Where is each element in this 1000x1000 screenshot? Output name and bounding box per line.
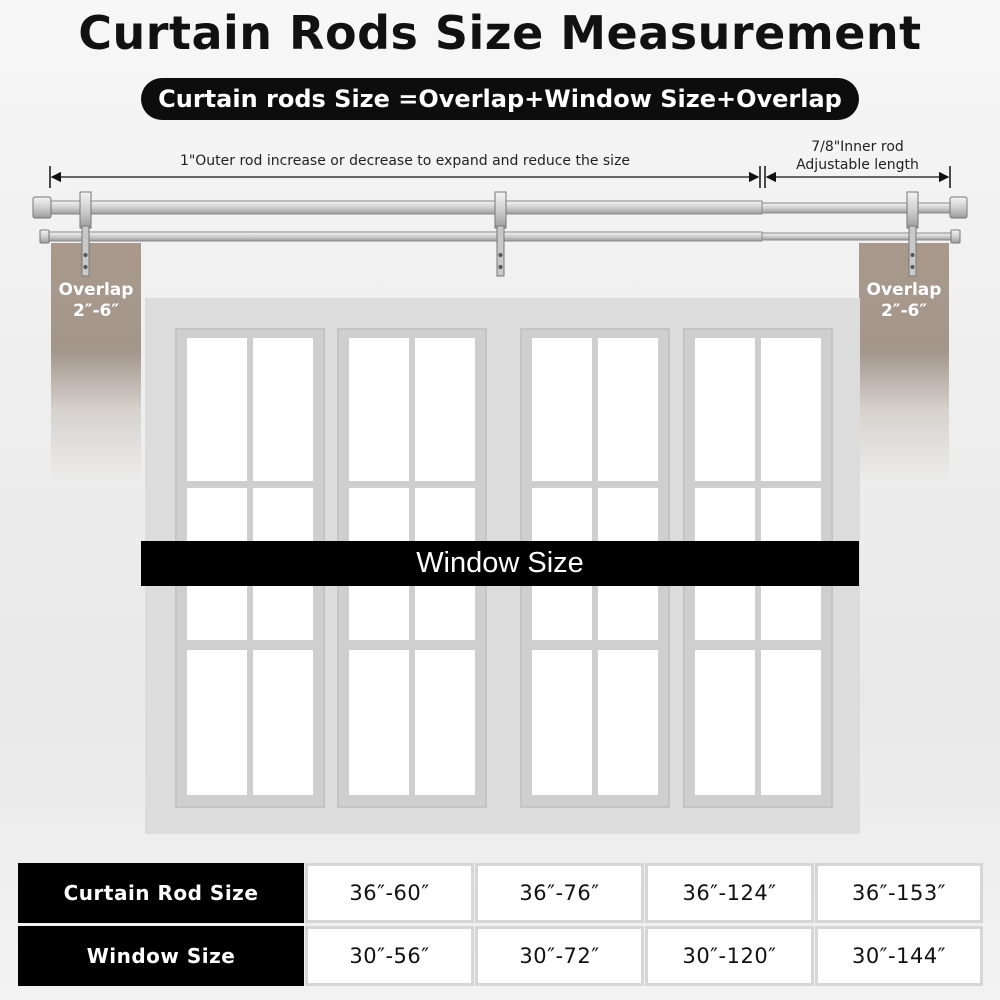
outer-rod-note: 1"Outer rod increase or decrease to expand and reduce the size	[179, 153, 631, 169]
rod-size-cell-1: 36″-60″	[305, 863, 474, 923]
bracket-center	[495, 192, 506, 276]
inner-rod-note-line1: 7/8"Inner rod	[811, 139, 904, 155]
window-pane	[187, 338, 247, 481]
rod-size-cell-3: 36″-124″	[645, 863, 814, 923]
window-pane	[532, 650, 592, 795]
window-pane	[187, 650, 247, 795]
overlap-left-range: 2″-6″	[73, 301, 119, 321]
inner-rod-dimension	[765, 166, 950, 188]
window-size-cell-1: 30″-56″	[305, 926, 474, 986]
window-size-band: Window Size	[141, 541, 859, 586]
formula-banner: Curtain rods Size =Overlap+Window Size+Overlap	[141, 78, 859, 120]
window-pane	[695, 338, 755, 481]
overlap-left-label: Overlap	[58, 280, 134, 300]
outer-rod-dimension	[50, 166, 760, 188]
window-size-cell-4: 30″-144″	[815, 926, 983, 986]
overlap-right-label: Overlap	[866, 280, 942, 300]
bracket-left	[80, 192, 91, 276]
window-pane	[695, 650, 755, 795]
window-size-cell-3: 30″-120″	[645, 926, 814, 986]
inner-rod-note-line2: Adjustable length	[796, 157, 919, 173]
window-pane	[415, 650, 475, 795]
rod-size-cell-4: 36″-153″	[815, 863, 983, 923]
table-row-header-rod-size: Curtain Rod Size	[18, 863, 304, 923]
window-pane	[349, 650, 409, 795]
rod-size-cell-2: 36″-76″	[475, 863, 644, 923]
window-pane	[598, 650, 658, 795]
table-row-header-window-size: Window Size	[18, 926, 304, 986]
window-pane	[253, 650, 313, 795]
window-pane	[598, 338, 658, 481]
window-pane	[532, 338, 592, 481]
window-pane	[415, 338, 475, 481]
bracket-right	[907, 192, 918, 276]
window-pane	[349, 338, 409, 481]
window-pane	[761, 338, 821, 481]
page-title: Curtain Rods Size Measurement	[78, 6, 922, 60]
window-pane	[761, 650, 821, 795]
rod-diagram	[0, 0, 1000, 290]
window-pane	[253, 338, 313, 481]
window-size-cell-2: 30″-72″	[475, 926, 644, 986]
overlap-right-range: 2″-6″	[881, 301, 927, 321]
